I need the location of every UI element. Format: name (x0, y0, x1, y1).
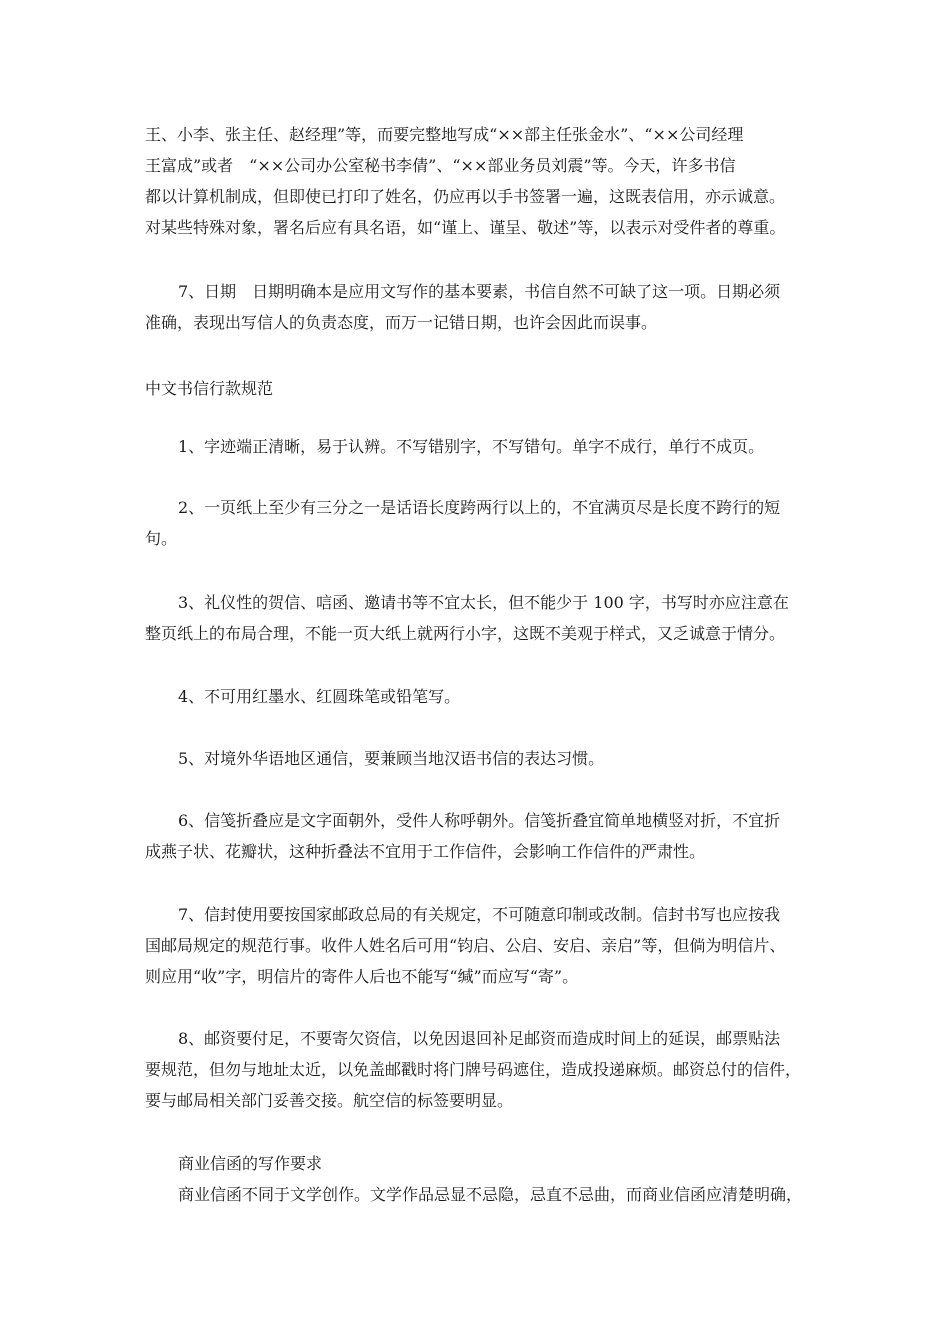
rule-2-line-1: 2、一页纸上至少有三分之一是话语长度跨两行以上的，不宜满页尽是长度不跨行的短 (178, 498, 781, 517)
rule-6-line-1: 6、信笺折叠应是文字面朝外，受件人称呼朝外。信笺折叠宜简单地横竖对折，不宜折 (178, 811, 781, 830)
subsection-heading: 商业信函的写作要求 (178, 1154, 323, 1173)
intro-line-4: 对某些特殊对象，署名后应有具名语，如“谨上、谨呈、敬述”等，以表示对受件者的尊重。 (145, 218, 786, 237)
rule-6 (145, 805, 809, 867)
intro-line-2: 王富成”或者 “××公司办公室秘书李倩”、“××部业务员刘震”等。今天，许多书信 (145, 156, 736, 175)
subsection-line-1: 商业信函不同于文学创作。文学作品忌显不忌隐，忌直不忌曲，而商业信函应清楚明确， (178, 1185, 803, 1204)
rule-5 (145, 743, 809, 774)
rule-5-line-1: 5、对境外华语地区通信，要兼顾当地汉语书信的表达习惯。 (178, 749, 605, 768)
rule-4-line-1: 4、不可用红墨水、红圆珠笔或铅笔写。 (178, 687, 461, 706)
subsection-paragraph (145, 1179, 809, 1210)
rule-7-line-2: 国邮局规定的规范行事。收件人姓名后可用“钧启、公启、安启、亲启”等，但倘为明信片、 (145, 936, 786, 955)
date-paragraph (145, 276, 809, 338)
rule-3 (145, 587, 809, 649)
rule-2 (145, 492, 809, 554)
rule-6-line-2: 成燕子状、花瓣状，这种折叠法不宜用于工作信件，会影响工作信件的严肃性。 (145, 842, 706, 861)
rule-8-line-3: 要与邮局相关部门妥善交接。航空信的标签要明显。 (145, 1091, 514, 1110)
date-line-2: 准确，表现出写信人的负责态度，而万一记错日期，也许会因此而误事。 (145, 313, 658, 332)
intro-line-3: 都以计算机制成，但即使已打印了姓名，仍应再以手书签署一遍，这既表信用，亦示诚意。 (145, 187, 786, 206)
date-line-1: 7、日期 日期明确本是应用文写作的基本要素，书信自然不可缺了这一项。日期必须 (178, 282, 781, 301)
rule-7-line-1: 7、信封使用要按国家邮政总局的有关规定，不可随意印制或改制。信封书写也应按我 (178, 905, 781, 924)
rule-3-line-1: 3、礼仪性的贺信、唁函、邀请书等不宜太长，但不能少于 100 字，书写时亦应注意在 (178, 593, 789, 612)
rule-7-line-3: 则应用“收”字，明信片的寄件人后也不能写“缄”而应写“寄”。 (145, 967, 579, 986)
intro-line-1: 王、小李、张主任、赵经理”等，而要完整地写成“××部主任张金水”、“××公司经理 (145, 125, 744, 144)
rule-3-line-2: 整页纸上的布局合理，不能一页大纸上就两行小字，这既不美观于样式，又乏诚意于情分。 (145, 624, 786, 643)
intro-paragraph (145, 119, 809, 243)
rule-1 (145, 431, 809, 462)
section-heading: 中文书信行款规范 (145, 379, 274, 398)
rule-8 (145, 1023, 809, 1116)
rule-2-line-2: 句。 (145, 529, 178, 548)
rule-1-line-1: 1、字迹端正清晰，易于认辨。不写错别字，不写错句。单字不成行，单行不成页。 (178, 437, 765, 456)
rule-8-line-2: 要规范，但勿与地址太近，以免盖邮戳时将门牌号码遮住，造成投递麻烦。邮资总付的信件， (145, 1060, 802, 1079)
rule-8-line-1: 8、邮资要付足，不要寄欠资信，以免因退回补足邮资而造成时间上的延误，邮票贴法 (178, 1029, 781, 1048)
rule-7 (145, 899, 809, 992)
rule-4 (145, 681, 809, 712)
